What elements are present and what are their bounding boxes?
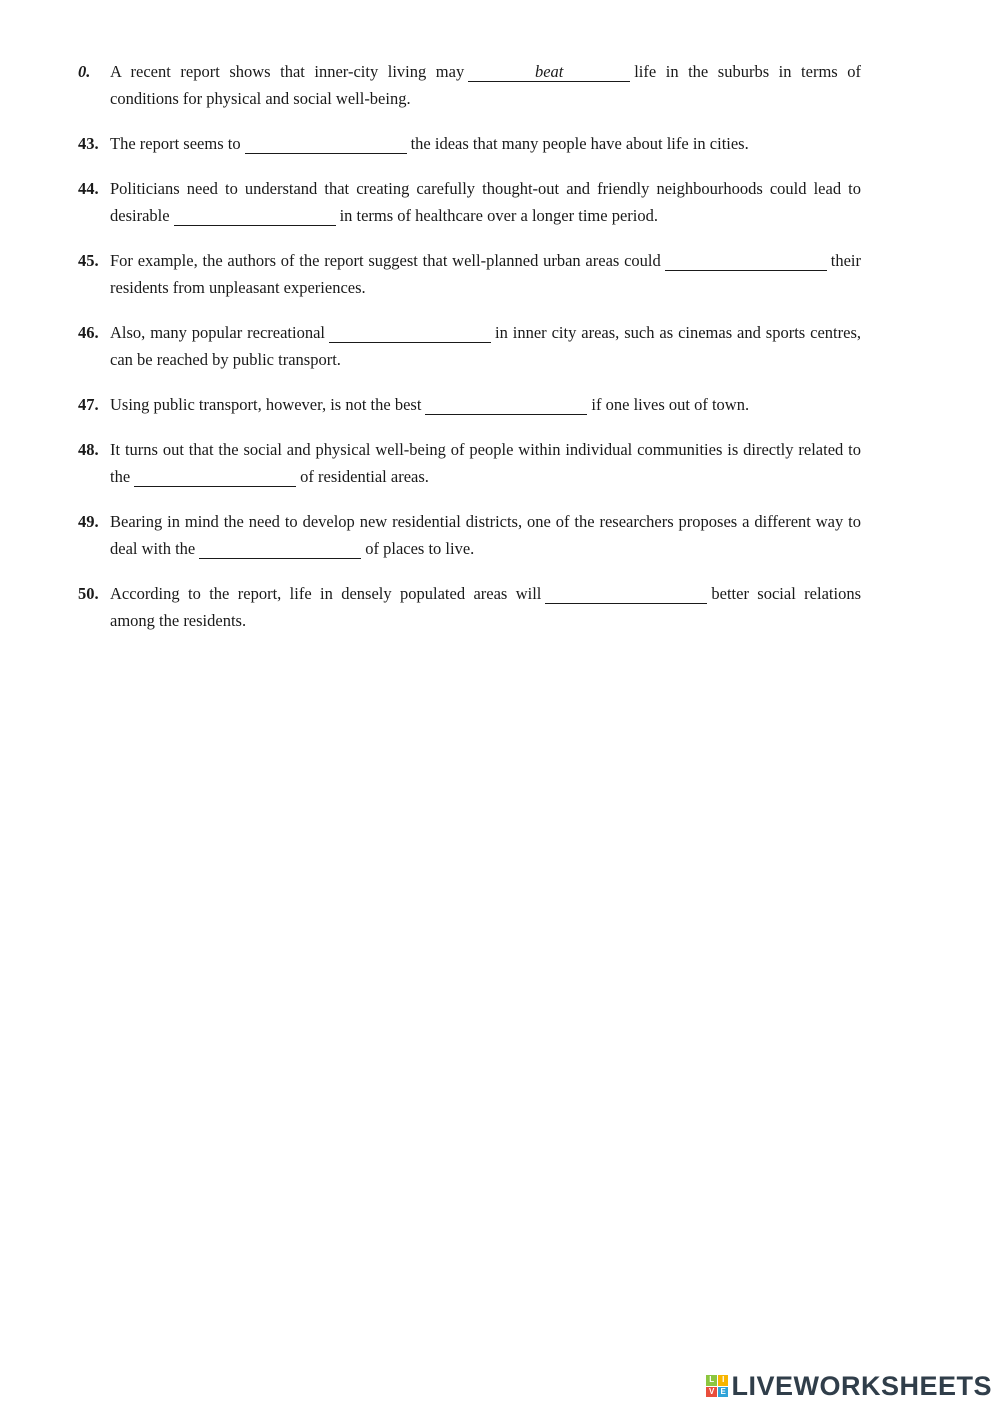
item-text-after: the ideas that many people have about life in cities. [410, 134, 749, 153]
logo-mark-letter: I [718, 1375, 729, 1386]
item-text [110, 130, 861, 157]
question-49 [78, 508, 861, 562]
item-text [110, 508, 861, 562]
item-text [110, 436, 861, 490]
question-47 [78, 391, 861, 418]
item-text-after: better social relations among the residents. [110, 584, 861, 630]
item-text [110, 58, 861, 112]
answer-input-47[interactable] [425, 396, 587, 415]
logo-mark-letter: V [706, 1387, 717, 1398]
item-text [110, 175, 861, 229]
answer-input-50[interactable] [545, 585, 707, 604]
item-number: 43. [78, 134, 99, 153]
item-text-before: Bearing in mind the need to develop new residential districts, one of the researchers proposes a different way to deal with the [110, 512, 861, 558]
answer-input-46[interactable] [329, 324, 491, 343]
answer-input-44[interactable] [174, 207, 336, 226]
item-text-before: Also, many popular recreational [110, 323, 326, 342]
question-48 [78, 436, 861, 490]
item-number: 46. [78, 323, 99, 342]
item-text-before: It turns out that the social and physical well-being of people within individual communities is directly related to the [110, 440, 861, 486]
item-text-after: of residential areas. [300, 467, 429, 486]
item-number: 50. [78, 584, 99, 603]
logo-mark-letter: E [718, 1387, 729, 1398]
item-text-before: Using public transport, however, is not the best [110, 395, 422, 414]
item-text [110, 580, 861, 634]
item-text-after: their residents from unpleasant experiences. [110, 251, 861, 297]
item-text-after: in terms of healthcare over a longer time period. [339, 206, 658, 225]
item-text-before: The report seems to [110, 134, 241, 153]
answer-input-43[interactable] [245, 135, 407, 154]
question-44 [78, 175, 861, 229]
logo-mark-icon [706, 1375, 728, 1397]
question-46 [78, 319, 861, 373]
item-number: 48. [78, 440, 99, 459]
exercise-list [78, 58, 861, 652]
item-text-before: For example, the authors of the report suggest that well-planned urban areas could [110, 251, 661, 270]
item-text-before: Politicians need to understand that creating carefully thought-out and friendly neighbourhoods could lead to desirable [110, 179, 861, 225]
item-text-after: if one lives out of town. [591, 395, 750, 414]
answer-input-45[interactable] [665, 252, 827, 271]
item-number: 0. [78, 62, 91, 81]
answer-input-49[interactable] [199, 540, 361, 559]
item-text [110, 247, 861, 301]
item-text-after: in inner city areas, such as cinemas and sports centres, can be reached by public transport. [110, 323, 862, 369]
item-number: 45. [78, 251, 99, 270]
item-text [110, 319, 861, 373]
item-number: 49. [78, 512, 99, 531]
example-item [78, 58, 861, 112]
question-43 [78, 130, 861, 157]
example-answer: beat [468, 63, 630, 82]
answer-input-48[interactable] [134, 468, 296, 487]
item-text-before: A recent report shows that inner-city living may [110, 62, 465, 81]
item-text-after: life in the suburbs in terms of conditions for physical and social well-being. [110, 62, 861, 108]
item-text [110, 391, 861, 418]
item-text-after: of places to live. [365, 539, 475, 558]
question-45 [78, 247, 861, 301]
logo-mark-letter: L [706, 1375, 717, 1386]
logo-text: LIVEWORKSHEETS [731, 1370, 992, 1401]
item-number: 47. [78, 395, 99, 414]
item-number: 44. [78, 179, 99, 198]
question-50 [78, 580, 861, 634]
liveworksheets-logo [706, 1371, 992, 1401]
item-text-before: According to the report, life in densely populated areas will [110, 584, 542, 603]
